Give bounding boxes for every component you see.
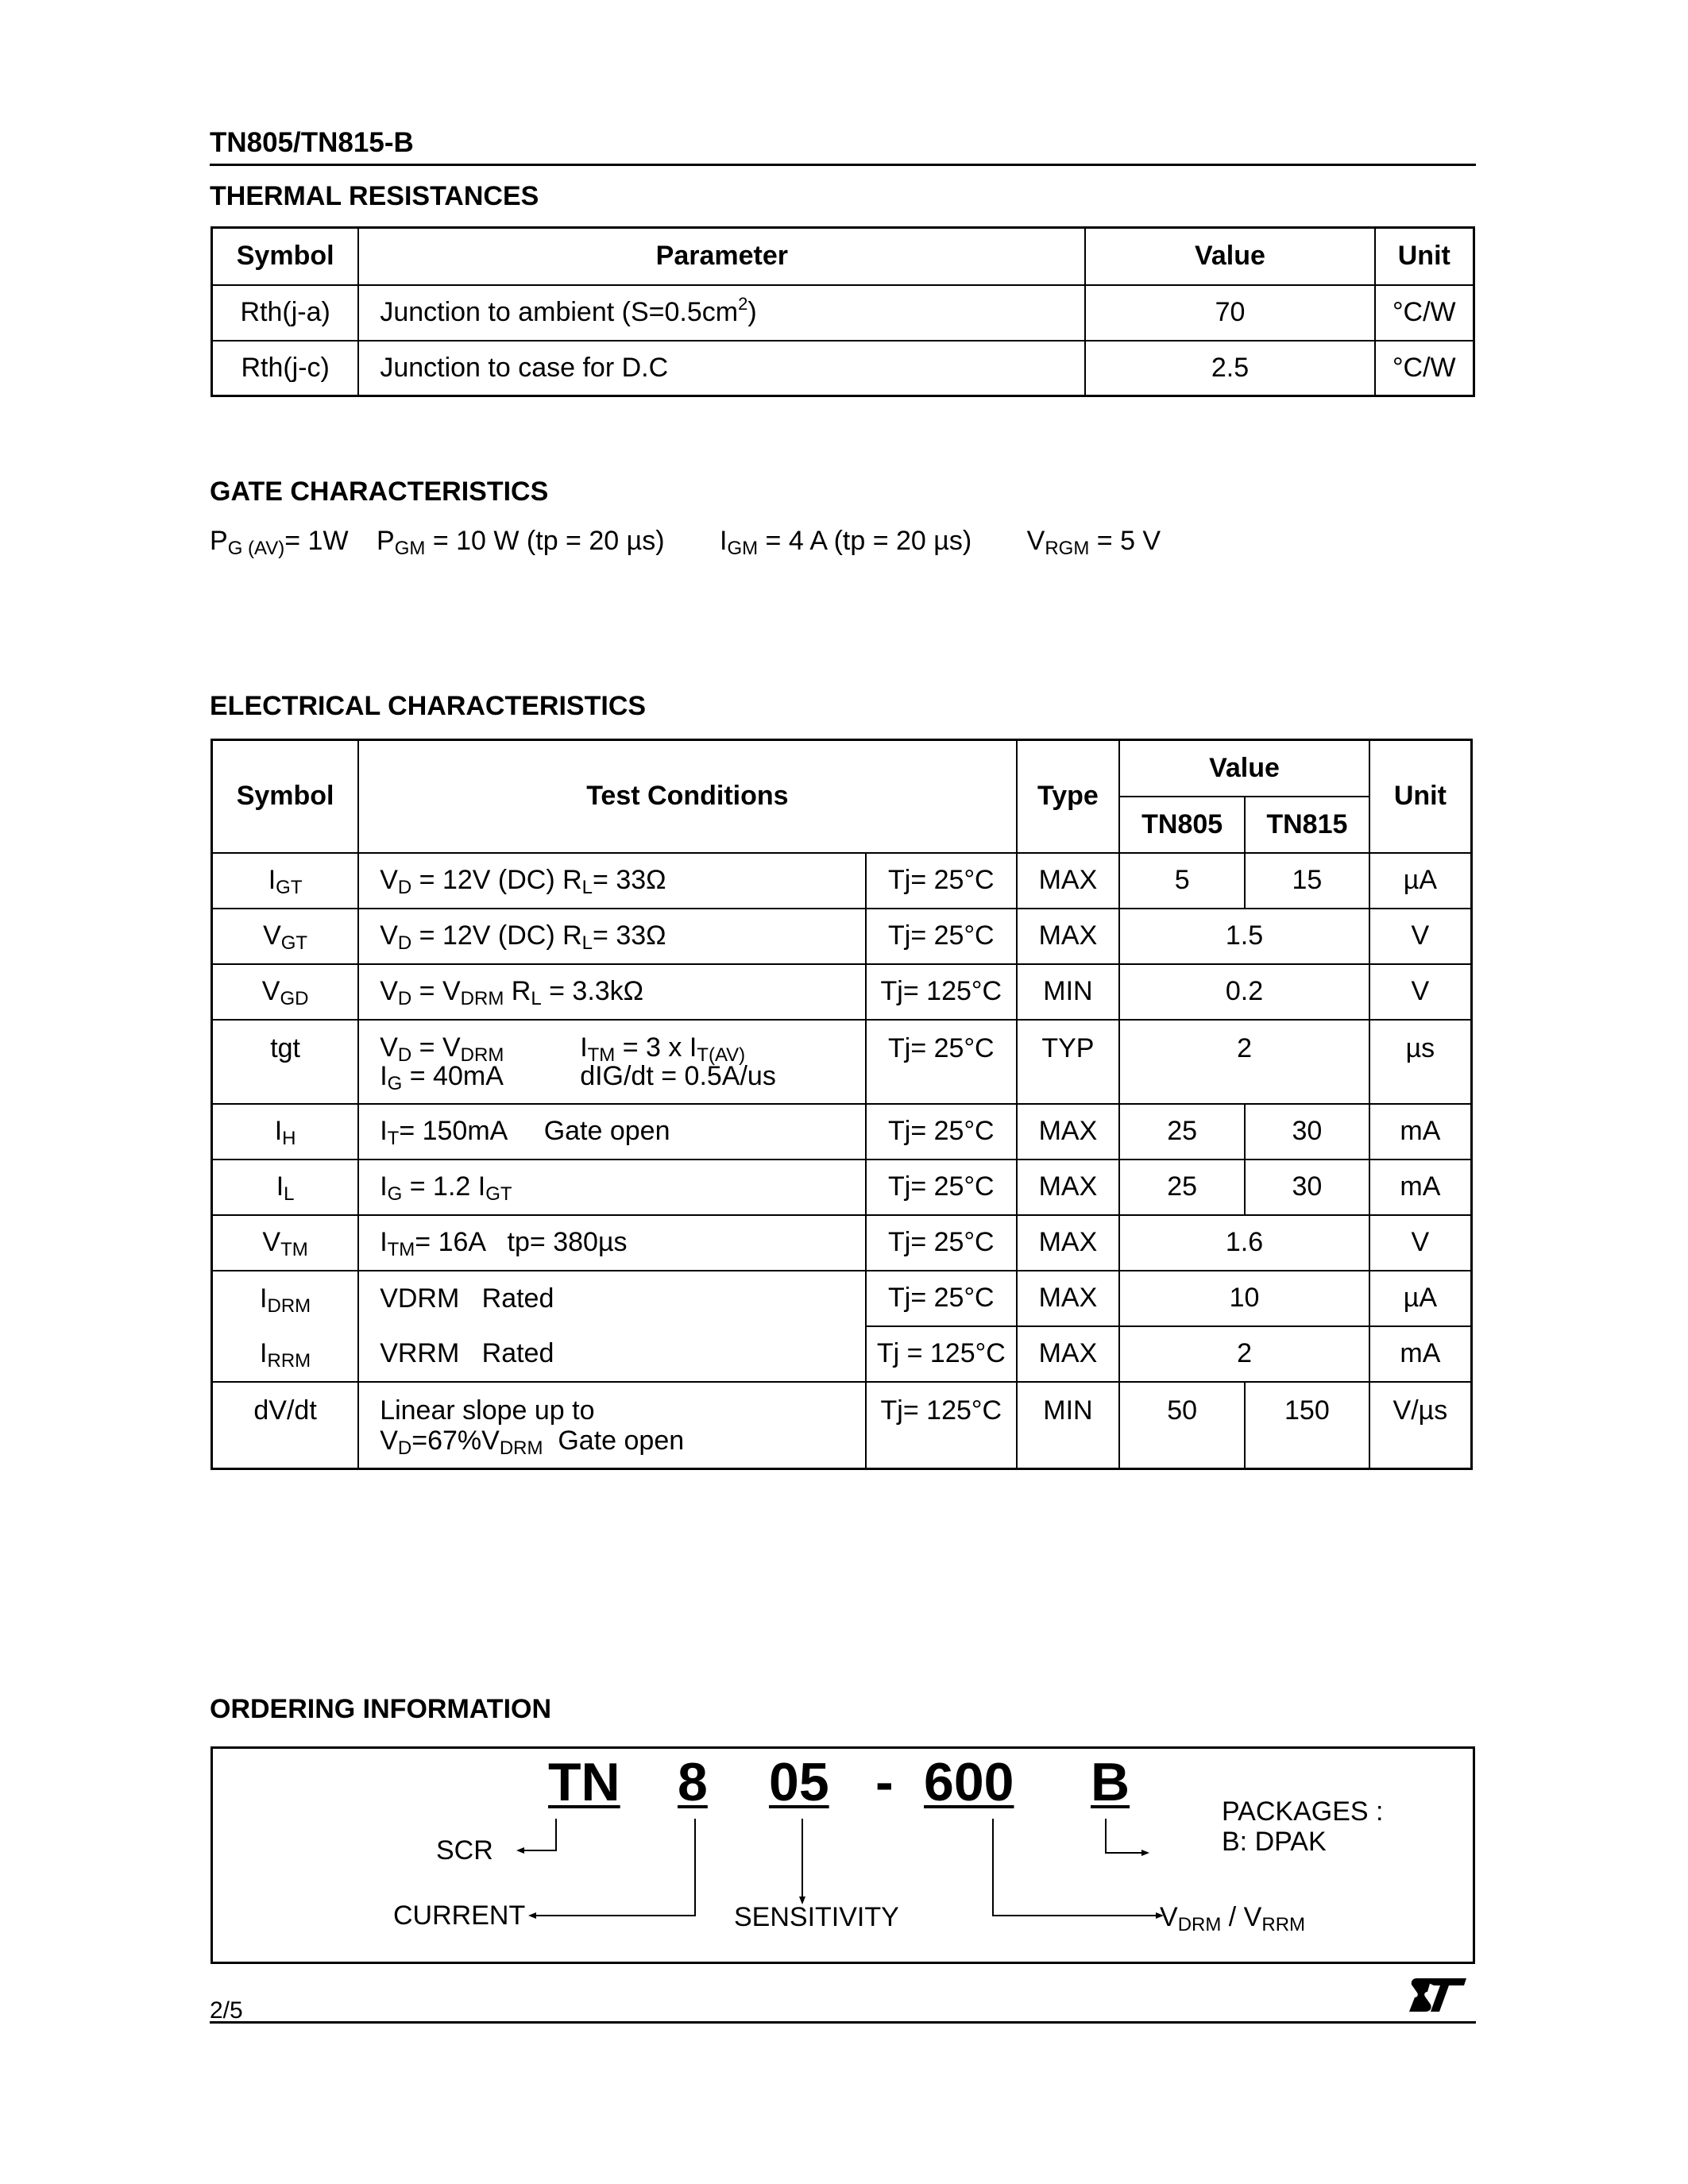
col-header-value: Value (1085, 228, 1374, 285)
cell-tn815: 15 (1245, 853, 1369, 909)
cell-type: TYP (1017, 1020, 1120, 1104)
cell-symbol: dV/dt (212, 1382, 359, 1469)
cell-tj: Tj= 25°C (866, 853, 1017, 909)
cell-symbol: $I_L$ (212, 1160, 359, 1215)
cell-tn815: 150 (1245, 1382, 1369, 1469)
cell-unit: V (1369, 1215, 1472, 1271)
col-header-parameter: Parameter (358, 228, 1085, 285)
cell-conditions: Linear slope up to $V_D=67\%V_{DRM}$ Gate open (358, 1382, 866, 1469)
electrical-section-title: ELECTRICAL CHARACTERISTICS (210, 691, 647, 721)
cell-tj: Tj= 25°C (866, 1160, 1017, 1215)
cell-symbol: $I_{DRM}$ (212, 1271, 359, 1326)
col-header-test-conditions: Test Conditions (358, 740, 1016, 853)
gate-igm: $I_{GM} = 4$ A (tp = 20 µs) (719, 526, 972, 559)
code-part-package: B (1091, 1752, 1130, 1812)
cell-parameter: Junction to ambient $(S=0.5cm^2)$ (358, 285, 1085, 341)
cell-unit: V (1369, 964, 1472, 1020)
cell-type: MAX (1017, 1104, 1120, 1160)
cell-unit: °C/W (1375, 285, 1474, 341)
cell-type: MIN (1017, 964, 1120, 1020)
code-part-tn: TN (548, 1752, 620, 1812)
col-header-unit: Unit (1369, 740, 1472, 853)
label-packages-dpak: B: DPAK (1222, 1827, 1327, 1857)
cell-unit: µA (1369, 1271, 1472, 1326)
col-header-symbol: Symbol (212, 228, 359, 285)
cell-value: 1.6 (1119, 1215, 1369, 1271)
cell-type: MAX (1017, 1160, 1120, 1215)
cell-value: 2 (1119, 1020, 1369, 1104)
cell-symbol: Rth(j-c) (212, 341, 359, 396)
cell-conditions: $V_D = 12V$ (DC) $R_L= 33\Omega$ (358, 909, 866, 964)
code-dash: - (875, 1752, 894, 1812)
cell-symbol: tgt (212, 1020, 359, 1104)
gate-section-title: GATE CHARACTERISTICS (210, 477, 549, 507)
col-header-value: Value (1119, 740, 1369, 797)
page-number: 2/5 (210, 1997, 243, 2024)
cell-unit: mA (1369, 1160, 1472, 1215)
col-header-unit: Unit (1375, 228, 1474, 285)
footer-rule (210, 2021, 1476, 2024)
cell-tn815: 30 (1245, 1160, 1369, 1215)
cell-symbol: $I_H$ (212, 1104, 359, 1160)
cell-unit: V (1369, 909, 1472, 964)
cell-conditions: VRRM Rated (358, 1326, 866, 1382)
cell-tn805: 5 (1119, 853, 1245, 909)
cell-type: MAX (1017, 1326, 1120, 1382)
cell-parameter: Junction to case for D.C (358, 341, 1085, 396)
cell-tj: Tj= 25°C (866, 1104, 1017, 1160)
cell-tj: Tj= 25°C (866, 1215, 1017, 1271)
label-packages: PACKAGES : (1222, 1796, 1384, 1827)
cell-value: 0.2 (1119, 964, 1369, 1020)
gate-pgm: $P_{GM} = 10$ W (tp = 20 µs) (377, 526, 665, 559)
cell-type: MAX (1017, 909, 1120, 964)
cell-conditions: $I_G = 1.2$ $I_{GT}$ (358, 1160, 866, 1215)
cell-tj: Tj= 25°C (866, 1020, 1017, 1104)
st-logo-icon (1408, 1975, 1471, 2015)
cell-symbol: $V_{GT}$ (212, 909, 359, 964)
cell-tn805: 50 (1119, 1382, 1245, 1469)
cell-unit: mA (1369, 1326, 1472, 1382)
code-part-current: 8 (678, 1752, 708, 1812)
cell-conditions: $V_D = V_{DRM}$ $I_{TM} = 3$ x $I_{T(AV)}$ $I_G = 40mA$ dIG/dt = 0.5A/us (358, 1020, 866, 1104)
code-part-voltage: 600 (924, 1752, 1014, 1812)
cell-unit: °C/W (1375, 341, 1474, 396)
cell-type: MIN (1017, 1382, 1120, 1469)
cell-unit: µA (1369, 853, 1472, 909)
cell-type: MAX (1017, 1215, 1120, 1271)
cell-tj: Tj= 125°C (866, 1382, 1017, 1469)
cell-value: 10 (1119, 1271, 1369, 1326)
cell-conditions: $I_T= 150mA$ Gate open (358, 1104, 866, 1160)
cell-tn805: 25 (1119, 1160, 1245, 1215)
cell-tn805: 25 (1119, 1104, 1245, 1160)
cell-unit: mA (1369, 1104, 1472, 1160)
cell-conditions: $V_D = V_{DRM}$ $R_L = 3.3k\Omega$ (358, 964, 866, 1020)
cell-tj: Tj = 125°C (866, 1326, 1017, 1382)
cell-symbol: Rth(j-a) (212, 285, 359, 341)
cell-conditions: $I_{TM}= 16A$ tp= 380µs (358, 1215, 866, 1271)
cell-tj: Tj= 25°C (866, 1271, 1017, 1326)
cell-value: 70 (1085, 285, 1374, 341)
gate-pg-av: $P_{G (AV)}= 1W$ (210, 526, 349, 559)
ordering-section-title: ORDERING INFORMATION (210, 1694, 552, 1724)
cell-value: 1.5 (1119, 909, 1369, 964)
cell-unit: V/µs (1369, 1382, 1472, 1469)
cell-type: MAX (1017, 1271, 1120, 1326)
label-vdrm-vrrm: $V_{DRM} / V_{RRM}$ (1160, 1902, 1306, 1935)
label-current: CURRENT (393, 1900, 526, 1931)
cell-tn815: 30 (1245, 1104, 1369, 1160)
col-header-symbol: Symbol (212, 740, 359, 853)
cell-tj: Tj= 25°C (866, 909, 1017, 964)
cell-value: 2.5 (1085, 341, 1374, 396)
cell-symbol: $I_{GT}$ (212, 853, 359, 909)
label-scr: SCR (436, 1835, 493, 1866)
col-header-type: Type (1017, 740, 1120, 853)
cell-symbol: $V_{GD}$ (212, 964, 359, 1020)
code-part-sensitivity: 05 (769, 1752, 829, 1812)
cell-type: MAX (1017, 853, 1120, 909)
label-sensitivity: SENSITIVITY (734, 1902, 899, 1932)
cell-symbol: $V_{TM}$ (212, 1215, 359, 1271)
col-header-tn805: TN805 (1119, 797, 1245, 853)
cell-value: 2 (1119, 1326, 1369, 1382)
thermal-section-title: THERMAL RESISTANCES (210, 181, 539, 211)
document-title: TN805/TN815-B (210, 127, 414, 158)
cell-conditions: $V_D = 12V$ (DC) $R_L= 33\Omega$ (358, 853, 866, 909)
col-header-tn815: TN815 (1245, 797, 1369, 853)
gate-vrgm: $V_{RGM} = 5$ V (1026, 526, 1161, 559)
cell-conditions: VDRM Rated (358, 1271, 866, 1326)
cell-unit: µs (1369, 1020, 1472, 1104)
cell-symbol: $I_{RRM}$ (212, 1326, 359, 1382)
cell-tj: Tj= 125°C (866, 964, 1017, 1020)
